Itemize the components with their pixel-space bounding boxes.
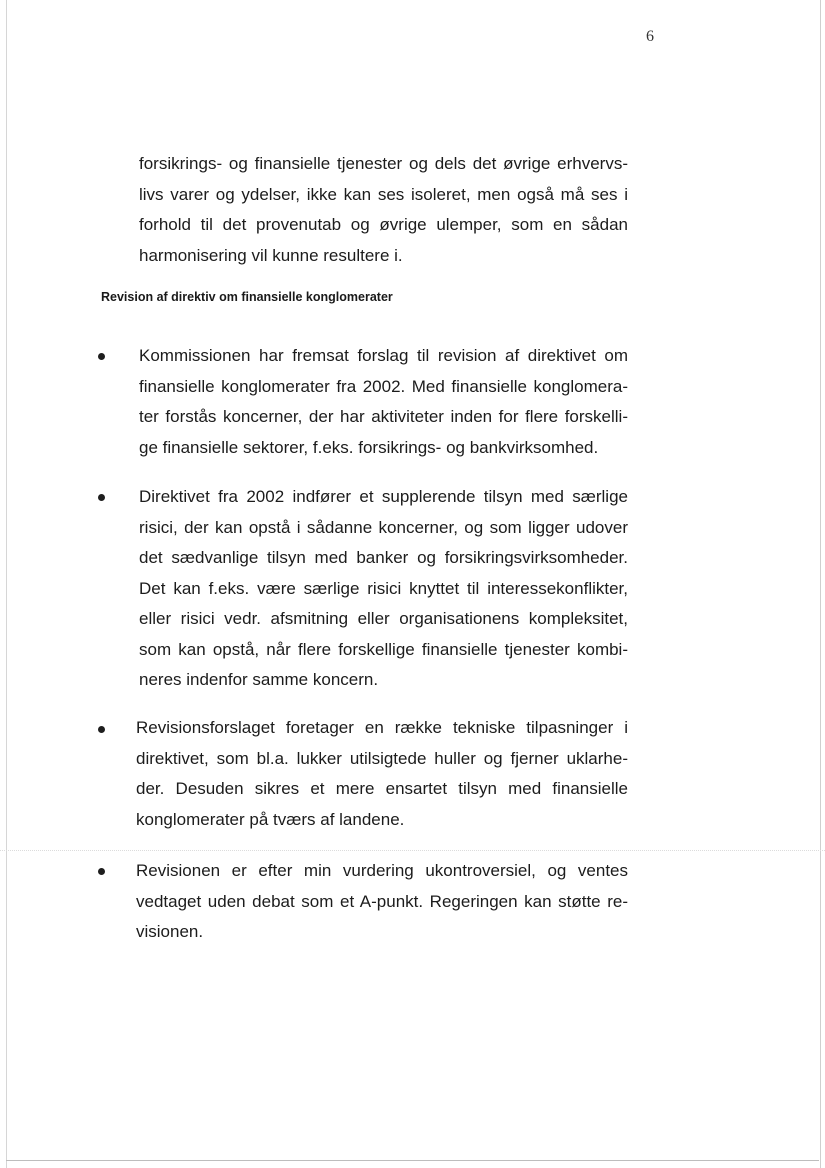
text-line: forsikrings- og finansielle tjenester og dels det øvrige erhvervs- [139, 154, 628, 173]
text-line: risici, der kan opstå i sådanne koncerner, og som ligger udover [139, 517, 628, 537]
bullet-dot [98, 868, 105, 875]
text-line: finansielle konglomerater fra 2002. Med finansielle konglomera- [139, 376, 628, 396]
bullet-dot [98, 726, 105, 733]
bullet-dot [98, 494, 105, 501]
text-line: vedtaget uden debat som et A-punkt. Regeringen kan støtte re- [136, 891, 628, 911]
text-line: Kommissionen har fremsat forslag til revision af direktivet om [139, 346, 628, 365]
text-line: der. Desuden sikres et mere ensartet tilsyn med finansielle [136, 779, 628, 798]
section-heading: Revision af direktiv om finansielle konglomerater [101, 290, 393, 304]
text-line: forhold til det provenutab og øvrige ulemper, som en sådan [139, 215, 628, 234]
text-line: direktivet, som bl.a. lukker utilsigtede huller og fjerner uklarhe- [136, 748, 628, 768]
bullet-dot [98, 353, 105, 360]
scan-edge-right [820, 0, 821, 1168]
text-line: som kan opstå, når flere forskellige finansielle tjenester kombi- [139, 639, 628, 659]
bullet-paragraph-3 [136, 713, 628, 835]
text-line: Det kan f.eks. være særlige risici knyttet til interessekonflikter, [139, 578, 628, 598]
text-line: ge finansielle sektorer, f.eks. forsikrings- og bankvirksomhed. [139, 437, 599, 457]
text-line: harmonisering vil kunne resultere i. [139, 245, 403, 265]
scan-fold-line [0, 850, 825, 851]
text-line: visionen. [136, 922, 204, 941]
text-line: Revisionen er efter min vurdering ukontroversiel, og ventes [136, 861, 628, 880]
scan-edge-left [6, 0, 7, 1168]
text-line: Direktivet fra 2002 indfører et supplerende tilsyn med særlige [139, 487, 628, 506]
text-line: eller risici vedr. afsmitning eller organisationens kompleksitet, [139, 609, 628, 628]
text-line: Revisionsforslaget foretager en række tekniske tilpasninger i [136, 718, 628, 737]
page-number: 6 [646, 28, 654, 45]
bullet-paragraph-2 [139, 482, 628, 696]
intro-paragraph [139, 149, 628, 271]
text-line: ter forstås koncerner, der har aktiviteter inden for flere forskelli- [139, 407, 628, 426]
text-line: neres indenfor samme koncern. [139, 670, 379, 689]
bullet-paragraph-1 [139, 341, 628, 463]
text-line: konglomerater på tværs af landene. [136, 809, 405, 829]
text-line: det sædvanlige tilsyn med banker og forsikringsvirksomheder. [139, 548, 628, 567]
bullet-paragraph-4 [136, 856, 628, 948]
scan-edge-bottom [6, 1160, 819, 1161]
text-line: livs varer og ydelser, ikke kan ses isoleret, men også må ses i [139, 184, 628, 204]
